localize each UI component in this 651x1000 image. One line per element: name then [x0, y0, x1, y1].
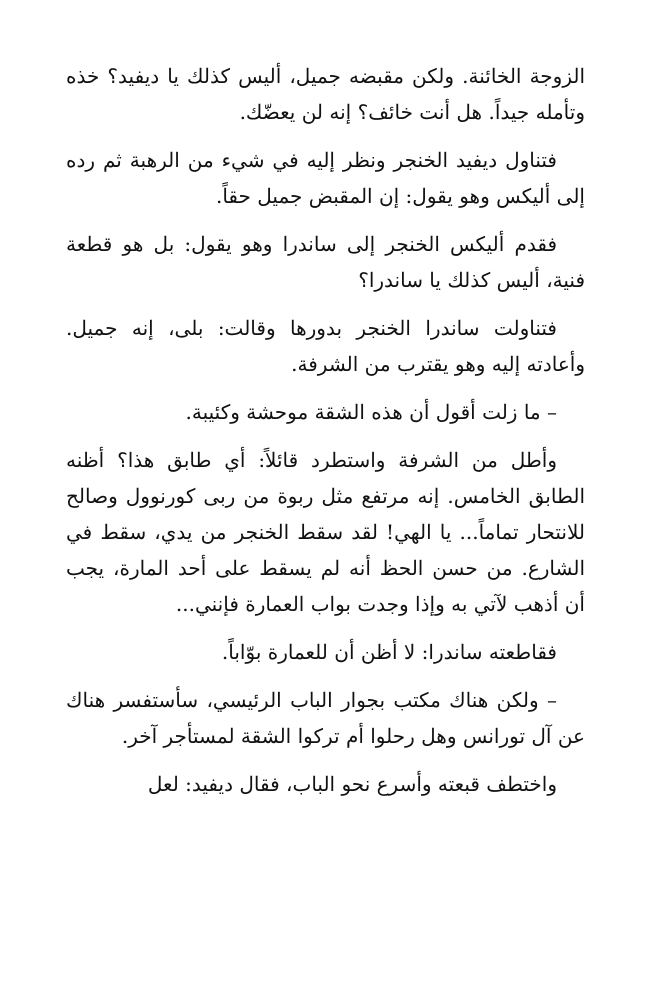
paragraph-2: فتناول ديفيد الخنجر ونظر إليه في شيء من الرهبة ثم رده إلى أليكس وهو يقول: إن المقبض جميل حقاً.: [66, 148, 585, 208]
paragraph-4: فتناولت ساندرا الخنجر بدورها وقالت: بلى، إنه جميل. وأعادته إليه وهو يقترب من الشرفة.: [66, 316, 585, 376]
paragraph-3: فقدم أليكس الخنجر إلى ساندرا وهو يقول: بل هو قطعة فنية، أليس كذلك يا ساندرا؟: [66, 232, 585, 292]
paragraph-9: واختطف قبعته وأسرع نحو الباب، فقال ديفيد: لعل: [147, 772, 557, 796]
paragraph-6: وأطل من الشرفة واستطرد قائلاً: أي طابق هذا؟ أظنه الطابق الخامس. إنه مرتفع مثل ربوة من ربى كورنوول وصالح للانتحار تماماً... يا الهي! لقد سقط الخنجر من يدي، سقط في الشارع. من حسن الحظ أنه لم يسقط على أحد المارة، يجب أن أذهب لآتي به وإذا وجدت بواب العمارة فإنني...: [66, 448, 585, 616]
paragraph-1: الزوجة الخائنة. ولكن مقبضه جميل، أليس كذلك يا ديفيد؟ خذه وتأمله جيداً. هل أنت خائف؟ إنه لن يعضّك.: [66, 64, 585, 124]
paragraph-7: فقاطعته ساندرا: لا أظن أن للعمارة بوّاباً.: [221, 640, 557, 664]
paragraph-8: – ولكن هناك مكتب بجوار الباب الرئيسي، سأستفسر هناك عن آل تورانس وهل رحلوا أم تركوا الشقة لمستأجر آخر.: [66, 688, 585, 748]
paragraph-5: – ما زلت أقول أن هذه الشقة موحشة وكئيبة.: [185, 400, 557, 424]
